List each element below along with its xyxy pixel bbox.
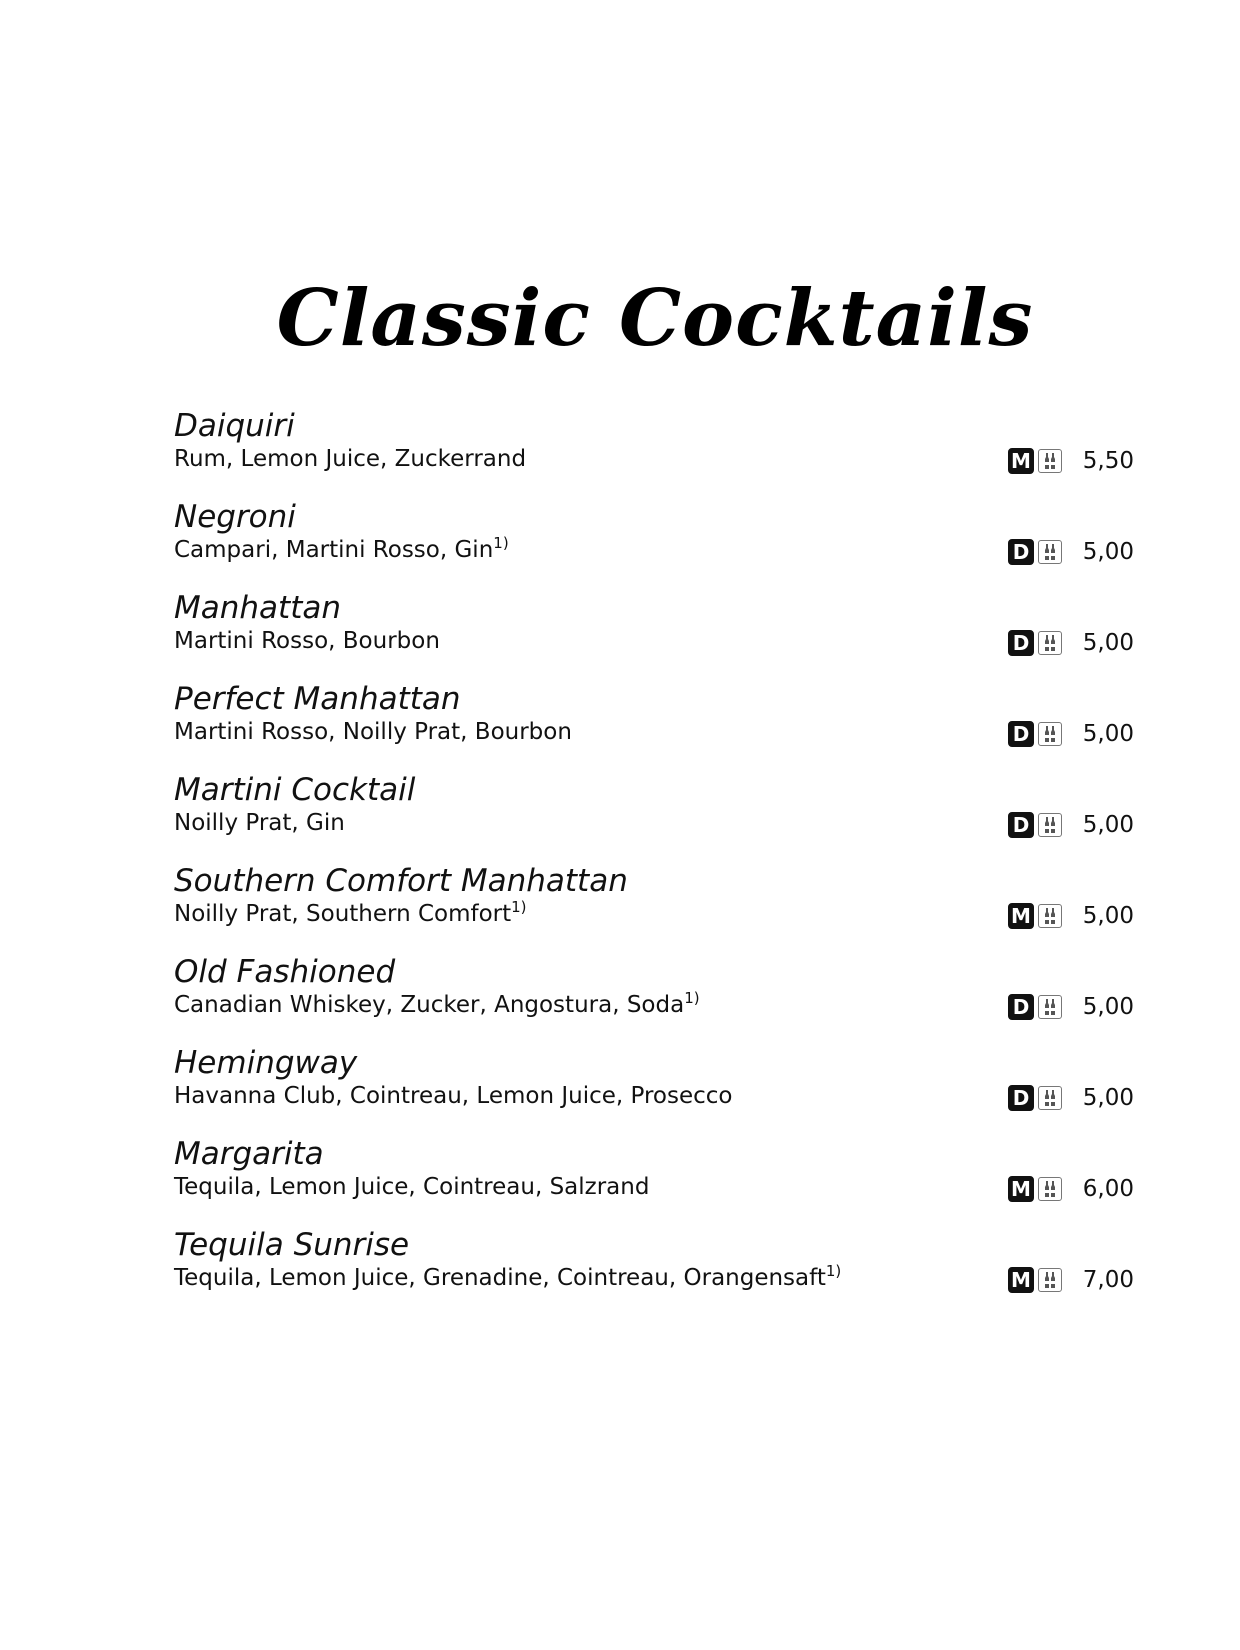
menu-item (174, 681, 1134, 772)
item-price-group (1008, 901, 1134, 931)
item-name: Daiquiri (174, 408, 295, 444)
category-badge: M (1008, 1176, 1034, 1202)
item-ingredients: Martini Rosso, Noilly Prat, Bourbon (174, 719, 572, 745)
item-ingredients: Tequila, Lemon Juice, Grenadine, Cointreau, Orangensaft (174, 1265, 826, 1291)
item-description (174, 535, 1134, 565)
item-ingredients: Noilly Prat, Gin (174, 810, 345, 836)
item-ingredients: Martini Rosso, Bourbon (174, 628, 440, 654)
bottles-icon (1038, 1177, 1062, 1201)
bottles-icon (1038, 449, 1062, 473)
menu-item (174, 1227, 1134, 1318)
menu-item (174, 499, 1134, 590)
item-price-group (1008, 1265, 1134, 1295)
item-name: Margarita (174, 1136, 324, 1172)
item-price: 6,00 (1082, 1176, 1134, 1202)
item-description (174, 1081, 1134, 1111)
bottles-icon (1038, 1086, 1062, 1110)
bottles-icon (1038, 540, 1062, 564)
item-name: Perfect Manhattan (174, 681, 461, 717)
bottles-icon (1038, 995, 1062, 1019)
category-badge: M (1008, 448, 1034, 474)
menu-item (174, 408, 1134, 499)
menu-item (174, 954, 1134, 1045)
item-ingredients: Canadian Whiskey, Zucker, Angostura, Soda (174, 992, 685, 1018)
item-description (174, 444, 1134, 474)
item-price-group (1008, 446, 1134, 476)
bottles-icon (1038, 631, 1062, 655)
footnote-marker: 1) (825, 1262, 842, 1280)
item-name: Hemingway (174, 1045, 358, 1081)
footnote-marker: 1) (493, 534, 509, 552)
item-name: Manhattan (174, 590, 341, 626)
item-ingredients: Havanna Club, Cointreau, Lemon Juice, Prosecco (174, 1083, 733, 1109)
bottles-icon (1038, 904, 1062, 928)
item-name: Tequila Sunrise (174, 1227, 410, 1263)
category-badge: D (1008, 630, 1034, 656)
category-badge: M (1008, 1267, 1034, 1293)
item-price: 5,00 (1082, 721, 1134, 747)
category-badge: D (1008, 1085, 1034, 1111)
item-description (174, 1263, 1134, 1293)
item-price: 5,00 (1082, 539, 1134, 565)
item-name: Old Fashioned (174, 954, 396, 990)
item-name: Martini Cocktail (174, 772, 416, 808)
item-description (174, 717, 1134, 747)
menu-item (174, 1136, 1134, 1227)
item-price: 5,00 (1082, 994, 1134, 1020)
item-description (174, 990, 1134, 1020)
item-price: 5,00 (1082, 903, 1134, 929)
item-price: 5,50 (1082, 448, 1134, 474)
item-price-group (1008, 810, 1134, 840)
bottles-icon (1038, 722, 1062, 746)
item-name: Negroni (174, 499, 296, 535)
item-price: 5,00 (1082, 812, 1134, 838)
item-price-group (1008, 537, 1134, 567)
menu-item (174, 772, 1134, 863)
menu-item (174, 1045, 1134, 1136)
item-price-group (1008, 628, 1134, 658)
item-price: 7,00 (1082, 1267, 1134, 1293)
item-price-group (1008, 719, 1134, 749)
item-price-group (1008, 1174, 1134, 1204)
page-title: Classic Cocktails (276, 273, 1034, 364)
bottles-icon (1038, 1268, 1062, 1292)
item-description (174, 899, 1134, 929)
item-description (174, 1172, 1134, 1202)
item-price-group (1008, 1083, 1134, 1113)
category-badge: D (1008, 994, 1034, 1020)
category-badge: D (1008, 721, 1034, 747)
footnote-marker: 1) (684, 989, 700, 1007)
item-price-group (1008, 992, 1134, 1022)
item-ingredients: Noilly Prat, Southern Comfort (174, 901, 512, 927)
category-badge: D (1008, 812, 1034, 838)
item-price: 5,00 (1082, 630, 1134, 656)
item-ingredients: Rum, Lemon Juice, Zuckerrand (174, 446, 527, 472)
item-ingredients: Tequila, Lemon Juice, Cointreau, Salzrand (174, 1174, 650, 1200)
item-ingredients: Campari, Martini Rosso, Gin (174, 537, 494, 563)
item-description (174, 808, 1134, 838)
menu-item (174, 590, 1134, 681)
cocktail-list (174, 408, 1134, 1318)
item-price: 5,00 (1082, 1085, 1134, 1111)
menu-item (174, 863, 1134, 954)
category-badge: D (1008, 539, 1034, 565)
item-name: Southern Comfort Manhattan (174, 863, 628, 899)
bottles-icon (1038, 813, 1062, 837)
item-description (174, 626, 1134, 656)
category-badge: M (1008, 903, 1034, 929)
footnote-marker: 1) (511, 898, 527, 916)
